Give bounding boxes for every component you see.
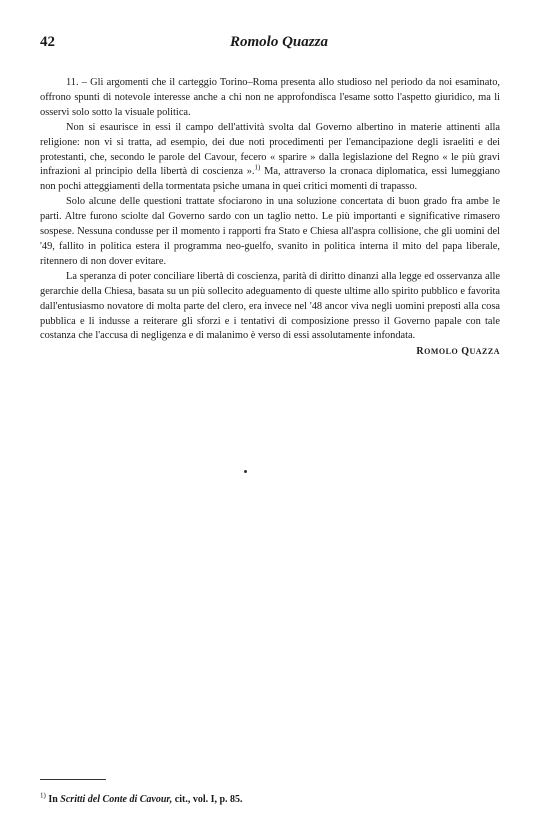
author-signature xyxy=(40,344,500,359)
paragraph-1: 11. – Gli argomenti che il carteggio Torino–Roma presenta allo studioso nel periodo da noi esaminato, offrono spunti di notevole interesse anche a chi non ne approfondisca l'esame sotto l'aspetto giuridico, ma li osservi solo sotto la visuale politica. xyxy=(40,77,500,118)
body-text xyxy=(40,76,500,359)
page-header xyxy=(40,34,500,56)
paragraph-3: Solo alcune delle questioni trattate sfociarono in una soluzione concertata di buon grado fra ambe le parti. Altre furono sciolte dal Governo sardo con un taglio netto. Le più importanti e significative rimasero sospese. Nessuna condusse per il momento i rapporti fra Stato e Chiesa all'aspra collisione, che gli uomini del '49, fallito in politica estera il programma neo-guelfo, svanito in politica interna il mito del papa liberale, ritennero di non dover evitare. xyxy=(40,196,500,267)
footnote-title: Scritti del Conte di Cavour, xyxy=(60,794,173,805)
footnote-lead: In xyxy=(48,794,58,805)
paragraph-2-part-b: Ma, attraverso la cronaca diplomatica, essi lumeggiano non pochi atteggiamenti della tormentata psiche umana in quei critici momenti di trapasso. xyxy=(40,166,501,193)
footnote xyxy=(40,793,500,806)
signature-first-initial: R xyxy=(416,346,425,358)
footnote-marker: 1) xyxy=(40,791,46,800)
paragraph-2 xyxy=(40,121,500,196)
signature-first-rest: OMOLO xyxy=(424,347,459,357)
signature-last-rest: UAZZA xyxy=(469,347,500,357)
footnote-citation: cit., vol. I, p. 85. xyxy=(174,794,243,805)
paragraph-4: La speranza di poter conciliare libertà di coscienza, parità di diritto dinanzi alla legge ed osservanza alle gerarchie della Chiesa, basata su un più sollecito adeguamento di queste ultime allo spirito pubblico e favorita dall'entusiasmo novatore di molta parte del clero, era invece nel '48 ancor viva negli uomini preposti alla cosa pubblica e li indusse a reiterare gli sforzi e i tentativi di composizione presso il Governo papale con tale costanza che l'accusa di negligenza e di malanimo è verso di essi assolutamente infondata. xyxy=(40,270,500,342)
signature-last-initial: Q xyxy=(461,346,470,358)
footnote-divider xyxy=(40,779,106,780)
running-title: Romolo Quazza xyxy=(230,34,328,50)
stray-dot xyxy=(244,470,247,473)
page-number: 42 xyxy=(40,34,55,50)
paragraph-2-part-a: Non si esaurisce in essi il campo dell'attività svolta dal Governo albertino in materie attinenti alla religione: non vi si tratta, ad esempio, dei due noti procedimenti per l'emancipazione degli israeliti e dei protestanti, che, secondo le parole del Cavour, fecero « sparire » dalla legislazione del Regno « le più gravi infrazioni al principio della libertà di coscienza ». xyxy=(40,121,500,178)
footnote-reference[interactable]: 1) xyxy=(254,163,261,172)
